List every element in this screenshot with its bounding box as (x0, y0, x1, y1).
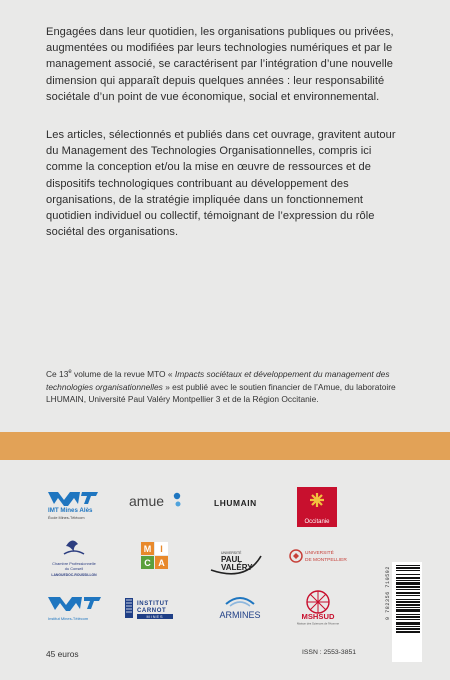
funding-note: Ce 13e volume de la revue MTO « Impacts sociétaux et développement du management des technologies organisationnelles » est publié avec le soutien financier de l’Amue, du laboratoire LHUMAIN, Université Paul Valéry Montpellier 3 et de la Région Occitanie. (46, 369, 396, 405)
barcode-bar (396, 631, 420, 633)
barcode-bar (396, 565, 420, 566)
universite-montpellier-logo (290, 549, 347, 563)
paul-valery-logo (211, 550, 261, 574)
issn-label: ISSN : 2553-3851 (302, 649, 357, 656)
barcode-bar (396, 619, 420, 620)
lhumain-logo: LHUMAIN (214, 498, 257, 508)
barcode-bar (396, 589, 420, 590)
barcode-digits: 9 782356 710592 (385, 566, 391, 621)
svg-text:MINES: MINES (146, 615, 164, 620)
barcode-bar (396, 604, 420, 606)
barcode-bar (396, 614, 420, 615)
barcode-bar (396, 582, 420, 585)
chambre-conseil-logo (51, 540, 97, 577)
mica-logo (141, 542, 168, 569)
svg-text:UNIVERSITÉ: UNIVERSITÉ (221, 551, 242, 555)
barcode-bar (396, 586, 420, 588)
imt-ales-sub: École Mines-Télécom (48, 516, 85, 520)
svg-text:A: A (158, 558, 165, 568)
svg-text:VALÉRY: VALÉRY (221, 563, 253, 572)
articles-paragraph: Les articles, sélectionnés et publiés dans cet ouvrage, gravitent autour du Management des Technologies Organisationnelles, compris ici comme la conception et/ou la mise en œuvre de ressources et de dispositifs technologiques contribuant au développement des organisations, de la stratégie impliquée dans un fonctionnement quotidien individuel ou collectif, témoignant de l’expression du rôle sociétal des organisations. (46, 129, 396, 239)
svg-text:Institut Mines-Télécom: Institut Mines-Télécom (48, 616, 89, 621)
barcode-bar (396, 622, 420, 625)
svg-text:INSTITUT: INSTITUT (137, 601, 169, 607)
barcode-bar (396, 595, 420, 596)
barcode-bar (396, 592, 420, 594)
barcode (392, 562, 422, 662)
svg-text:UNIVERSITÉ: UNIVERSITÉ (305, 551, 334, 556)
imt-ales-text: IMT Mines Alès (48, 507, 93, 514)
barcode-bar (396, 626, 420, 627)
armines-text: ARMINES (219, 610, 261, 620)
institut-mines-telecom-logo (48, 597, 101, 621)
barcode-bar (396, 577, 420, 579)
institut-carnot-logo (125, 598, 173, 619)
amue-logo (129, 493, 181, 509)
imt-mines-ales-logo (48, 492, 98, 520)
barcode-bar (396, 570, 420, 571)
svg-text:CARNOT: CARNOT (137, 608, 167, 614)
armines-logo (219, 598, 260, 620)
barcode-bar (396, 609, 420, 612)
svg-text:I: I (160, 544, 163, 554)
svg-text:DE MONTPELLIER: DE MONTPELLIER (305, 558, 347, 563)
barcode-bar (396, 607, 420, 608)
barcode-bar (396, 599, 420, 600)
svg-text:Chambre Professionnelle: Chambre Professionnelle (52, 561, 96, 566)
svg-text:M: M (143, 544, 152, 554)
price-label: 45 euros (46, 649, 79, 659)
mshsud-logo (297, 591, 339, 626)
barcode-bar (396, 628, 420, 630)
occitanie-logo (297, 487, 337, 527)
mshsud-text: MSHSUD (301, 612, 335, 621)
svg-text:PAUL: PAUL (221, 555, 243, 564)
amue-text: amue (129, 493, 165, 509)
barcode-bar (396, 574, 420, 575)
intro-paragraph: Engagées dans leur quotidien, les organisations publiques ou privées, augmentées ou modifiées par leurs technologies numériques et par le management associé, se caractérisent par l’intégration d’une nouvelle dimension qui apparaît depuis quelques années : leur responsabilité sociétale d’un point de vue économique, social et environnemental. (46, 26, 394, 103)
svg-text:Maison des Sciences de l'Homme: Maison des Sciences de l'Homme (296, 621, 340, 626)
svg-text:du Conseil: du Conseil (64, 566, 84, 571)
barcode-bar (396, 567, 420, 569)
barcode-bar (396, 601, 420, 603)
barcode-bar (396, 580, 420, 581)
occitanie-text: Occitanie (304, 519, 330, 525)
barcode-bar (396, 616, 420, 618)
svg-text:LANGUEDOC-ROUSSILLON: LANGUEDOC-ROUSSILLON (51, 573, 97, 577)
svg-text:C: C (144, 558, 151, 568)
